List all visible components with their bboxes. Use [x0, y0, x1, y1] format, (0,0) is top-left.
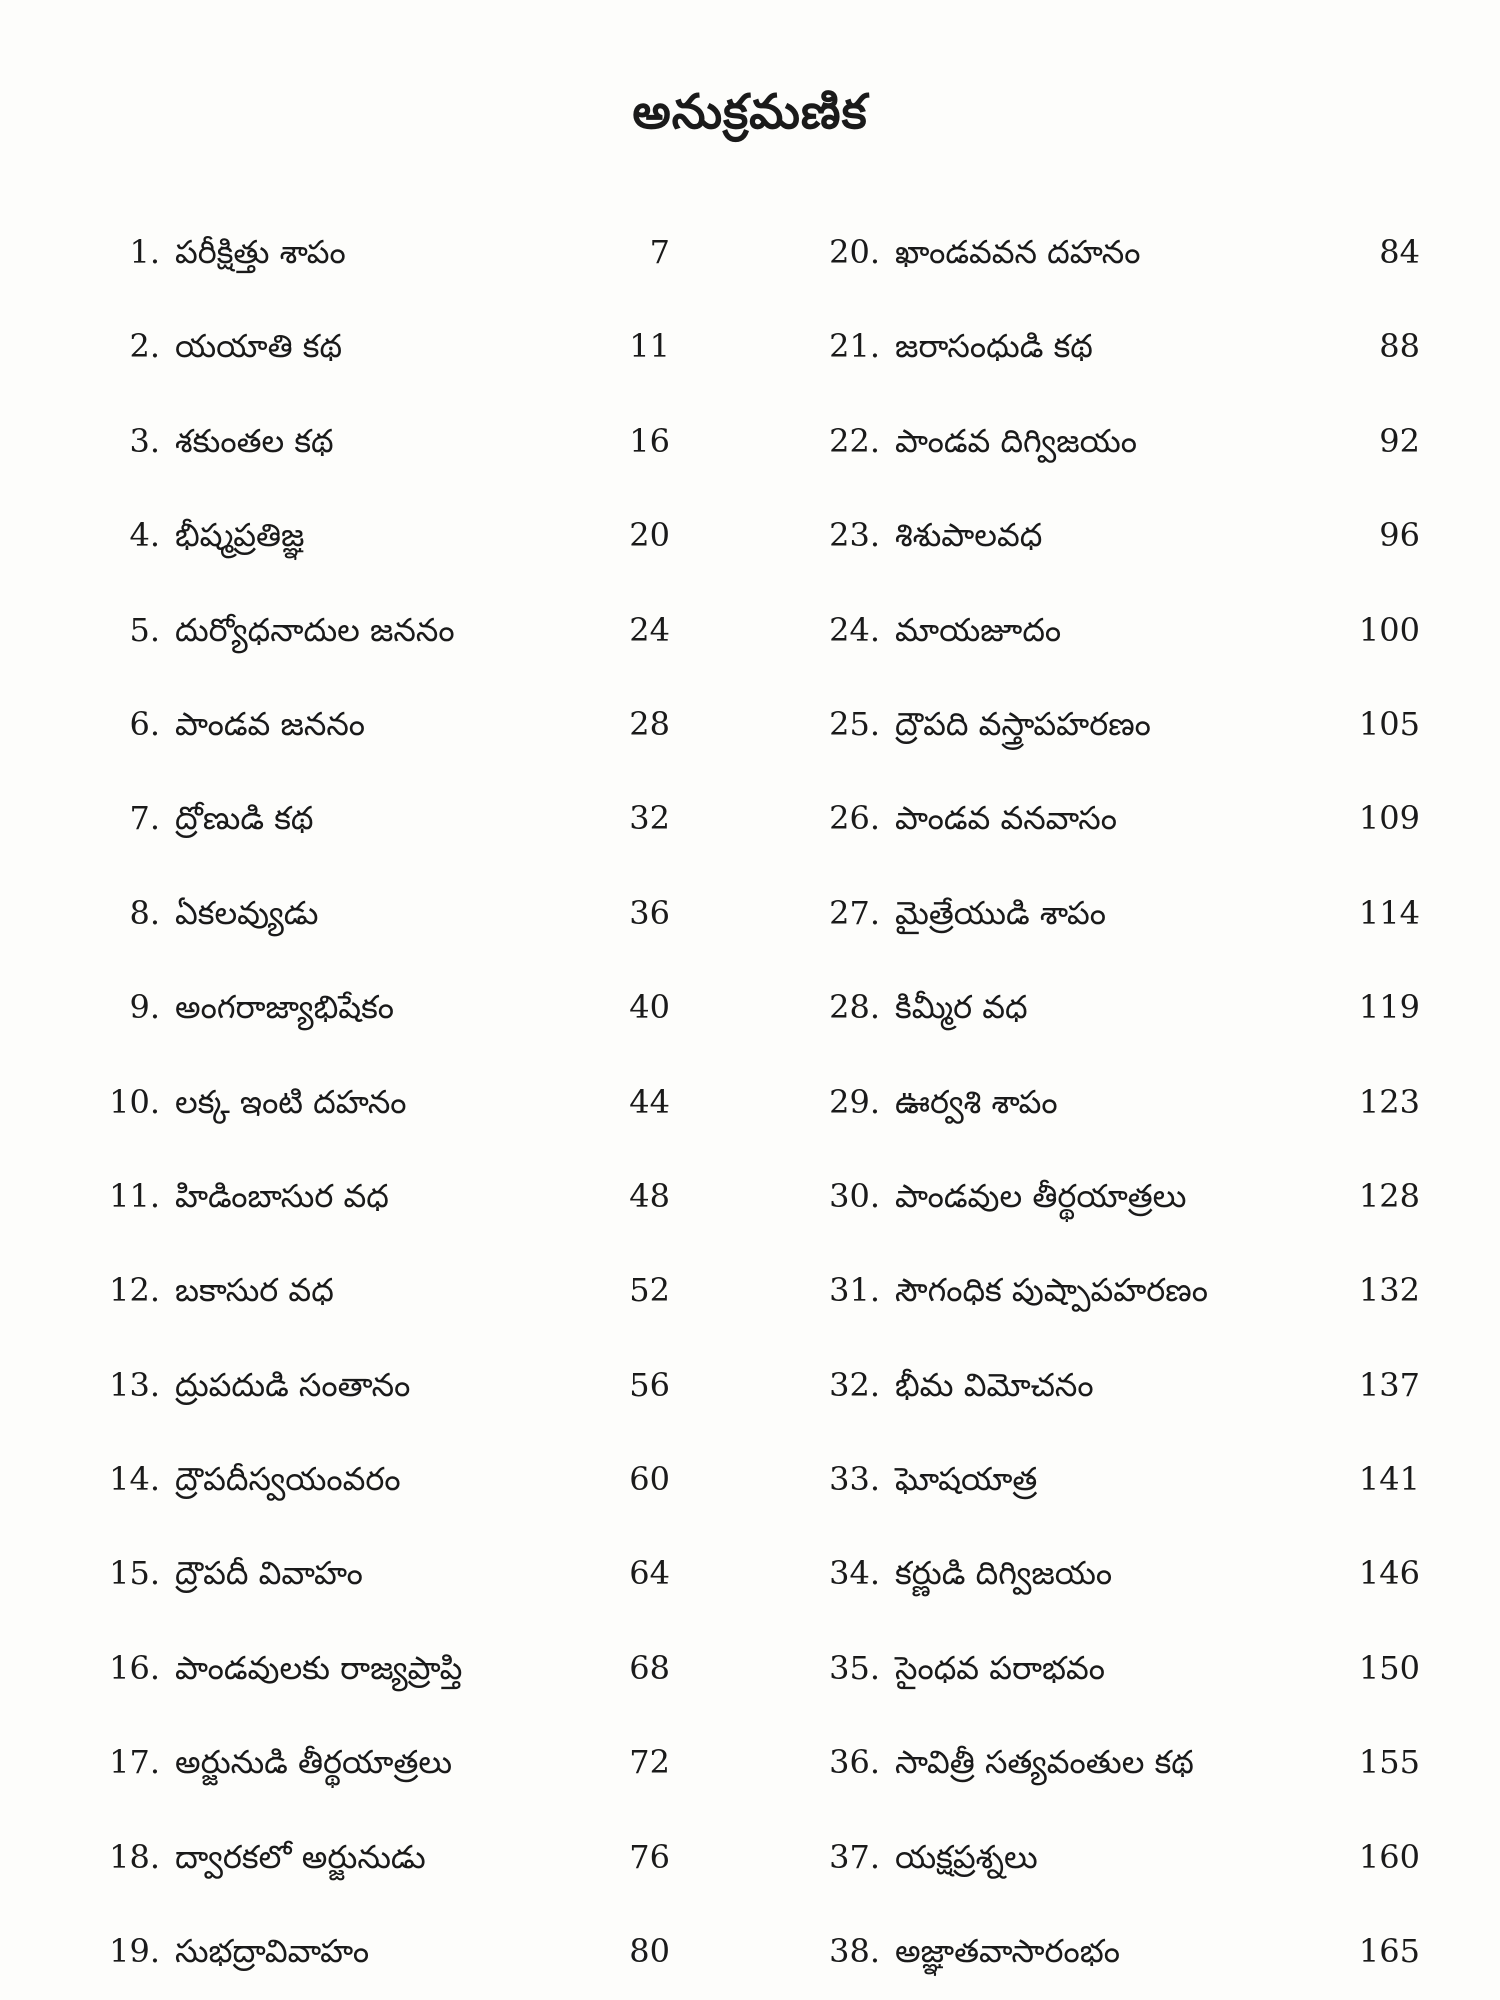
toc-entry	[800, 1055, 1450, 1149]
toc-entry	[80, 1715, 730, 1809]
entry-page-number: 72	[629, 1743, 670, 1782]
toc-entry	[80, 205, 730, 299]
toc-entry	[800, 866, 1450, 960]
entry-page-number: 16	[629, 421, 670, 460]
toc-entry	[80, 1621, 730, 1715]
entry-page-number: 141	[1358, 1460, 1420, 1499]
entry-page-number: 114	[1358, 893, 1420, 932]
toc-entry	[80, 583, 730, 677]
entry-number: 3.	[129, 421, 160, 460]
toc-entry	[80, 1243, 730, 1337]
entry-title: పాండవులకు రాజ్యప్రాప్తి	[175, 1648, 463, 1687]
entry-number: 38.	[829, 1932, 880, 1971]
toc-entry	[800, 771, 1450, 865]
entry-number: 14.	[109, 1460, 160, 1499]
entry-title: ద్వారకలో అర్జునుడు	[175, 1837, 426, 1876]
entry-title: పాండవ దిగ్విజయం	[895, 421, 1137, 460]
toc-entry	[800, 1904, 1450, 1998]
entry-page-number: 88	[1379, 327, 1420, 366]
toc-entry	[80, 677, 730, 771]
entry-page-number: 24	[629, 610, 670, 649]
entry-page-number: 11	[629, 327, 670, 366]
entry-page-number: 20	[629, 516, 670, 555]
entry-number: 21.	[829, 327, 880, 366]
entry-title: ద్రౌపది వస్త్రాపహరణం	[895, 704, 1151, 743]
entry-title: పాండవ జననం	[175, 704, 366, 743]
toc-entry	[80, 488, 730, 582]
entry-number: 7.	[129, 799, 160, 838]
entry-number: 6.	[129, 704, 160, 743]
entry-title: ద్రోణుడి కథ	[175, 799, 314, 838]
toc-entry	[800, 1621, 1450, 1715]
toc-column-right	[800, 205, 1450, 1998]
entry-page-number: 128	[1358, 1176, 1420, 1215]
entry-page-number: 105	[1358, 704, 1420, 743]
toc-entry	[800, 205, 1450, 299]
entry-page-number: 7	[649, 233, 670, 271]
entry-title: అంగరాజ్యాభిషేకం	[175, 988, 395, 1027]
entry-page-number: 92	[1379, 421, 1420, 460]
entry-number: 34.	[829, 1554, 880, 1593]
entry-title: ద్రౌపదీస్వయంవరం	[175, 1460, 401, 1499]
toc-entry	[80, 1810, 730, 1904]
entry-title: కర్ణుడి దిగ్విజయం	[895, 1554, 1113, 1593]
toc-entry	[800, 1526, 1450, 1620]
entry-number: 30.	[829, 1176, 880, 1215]
entry-page-number: 40	[629, 988, 670, 1027]
entry-number: 22.	[829, 421, 880, 460]
entry-number: 18.	[109, 1837, 160, 1876]
entry-title: జరాసంధుడి కథ	[895, 327, 1093, 366]
toc-entry	[800, 1715, 1450, 1809]
entry-number: 23.	[829, 516, 880, 555]
entry-number: 37.	[829, 1837, 880, 1876]
entry-title: కిమ్మీర వధ	[895, 988, 1028, 1027]
toc-entry	[80, 1055, 730, 1149]
entry-page-number: 137	[1358, 1365, 1420, 1404]
entry-page-number: 96	[1379, 516, 1420, 555]
entry-page-number: 123	[1358, 1082, 1420, 1121]
entry-number: 11.	[109, 1176, 160, 1215]
entry-title: సౌగంధిక పుష్పాపహరణం	[895, 1271, 1208, 1310]
toc-column-left	[80, 205, 730, 1998]
toc-entry	[80, 1904, 730, 1998]
toc-entry	[800, 960, 1450, 1054]
entry-title: మైత్రేయుడి శాపం	[895, 893, 1107, 932]
entry-number: 24.	[829, 610, 880, 649]
toc-entry	[800, 1432, 1450, 1526]
entry-number: 19.	[109, 1932, 160, 1971]
entry-title: యయాతి కథ	[175, 327, 343, 366]
entry-number: 32.	[829, 1365, 880, 1404]
toc-entry	[80, 960, 730, 1054]
entry-title: సుభద్రావివాహం	[175, 1932, 370, 1971]
entry-title: భీమ విమోచనం	[895, 1365, 1094, 1404]
entry-title: ద్రౌపదీ వివాహం	[175, 1554, 363, 1593]
entry-number: 9.	[129, 988, 160, 1027]
entry-page-number: 32	[629, 799, 670, 838]
toc-entry	[80, 1338, 730, 1432]
entry-number: 15.	[109, 1554, 160, 1593]
entry-page-number: 28	[629, 704, 670, 743]
entry-title: మాయజూదం	[895, 610, 1062, 649]
entry-title: ఖాండవవన దహనం	[895, 233, 1141, 271]
toc-entry	[80, 771, 730, 865]
entry-title: బకాసుర వధ	[175, 1271, 334, 1310]
entry-number: 33.	[829, 1460, 880, 1499]
entry-number: 35.	[829, 1648, 880, 1687]
entry-title: యక్షప్రశ్నలు	[895, 1837, 1038, 1876]
entry-page-number: 36	[629, 893, 670, 932]
toc-entry	[800, 1810, 1450, 1904]
toc-entry	[80, 1432, 730, 1526]
entry-title: శకుంతల కథ	[175, 421, 334, 460]
entry-number: 2.	[129, 327, 160, 366]
entry-page-number: 48	[629, 1176, 670, 1215]
entry-number: 5.	[129, 610, 160, 649]
entry-title: అజ్ఞాతవాసారంభం	[895, 1932, 1120, 1971]
entry-number: 28.	[829, 988, 880, 1027]
entry-number: 27.	[829, 893, 880, 932]
entry-number: 29.	[829, 1082, 880, 1121]
toc-entry	[800, 583, 1450, 677]
entry-page-number: 76	[629, 1837, 670, 1876]
entry-page-number: 132	[1358, 1271, 1420, 1310]
toc-entry	[800, 1338, 1450, 1432]
toc-entry	[80, 1149, 730, 1243]
entry-title: సావిత్రీ సత్యవంతుల కథ	[895, 1743, 1194, 1782]
entry-page-number: 160	[1358, 1837, 1420, 1876]
entry-page-number: 64	[629, 1554, 670, 1593]
entry-page-number: 80	[629, 1932, 670, 1971]
entry-number: 12.	[109, 1271, 160, 1310]
entry-page-number: 109	[1358, 799, 1420, 838]
entry-number: 31.	[829, 1271, 880, 1310]
entry-page-number: 150	[1358, 1648, 1420, 1687]
entry-page-number: 60	[629, 1460, 670, 1499]
entry-title: ఊర్వశి శాపం	[895, 1082, 1058, 1121]
entry-title: లక్క ఇంటి దహనం	[175, 1082, 407, 1121]
entry-number: 20.	[829, 233, 880, 271]
toc-entry	[800, 299, 1450, 393]
entry-page-number: 119	[1358, 988, 1420, 1027]
entry-title: అర్జునుడి తీర్థయాత్రలు	[175, 1743, 453, 1782]
entry-title: దుర్యోధనాదుల జననం	[175, 610, 455, 649]
entry-number: 10.	[109, 1082, 160, 1121]
entry-title: ఘోషయాత్ర	[895, 1460, 1038, 1499]
entry-number: 17.	[109, 1743, 160, 1782]
toc-entry	[800, 1243, 1450, 1337]
entry-number: 25.	[829, 704, 880, 743]
entry-title: పాండవ వనవాసం	[895, 799, 1117, 838]
entry-page-number: 52	[629, 1271, 670, 1310]
entry-page-number: 165	[1358, 1932, 1420, 1971]
toc-entry	[800, 1149, 1450, 1243]
toc-entry	[80, 394, 730, 488]
entry-title: సైంధవ పరాభవం	[895, 1648, 1105, 1687]
entry-title: ద్రుపదుడి సంతానం	[175, 1365, 411, 1404]
entry-page-number: 100	[1358, 610, 1420, 649]
entry-number: 13.	[109, 1365, 160, 1404]
entry-page-number: 44	[629, 1082, 670, 1121]
entry-number: 36.	[829, 1743, 880, 1782]
entry-page-number: 68	[629, 1648, 670, 1687]
entry-number: 8.	[129, 893, 160, 932]
toc-entry	[80, 299, 730, 393]
entry-title: హిడింబాసుర వధ	[175, 1176, 389, 1215]
entry-title: భీష్మప్రతిజ్ఞ	[175, 516, 305, 555]
entry-page-number: 84	[1379, 233, 1420, 271]
toc-entry	[800, 394, 1450, 488]
entry-title: ఏకలవ్యుడు	[175, 893, 319, 932]
entry-title: పాండవుల తీర్థయాత్రలు	[895, 1176, 1187, 1215]
page-title: అనుక్రమణిక	[632, 84, 868, 141]
entry-number: 1.	[129, 233, 160, 271]
toc-entry	[80, 866, 730, 960]
entry-page-number: 155	[1358, 1743, 1420, 1782]
entry-title: శిశుపాలవధ	[895, 516, 1043, 555]
entry-page-number: 146	[1358, 1554, 1420, 1593]
toc-entry	[80, 1526, 730, 1620]
entry-number: 16.	[109, 1648, 160, 1687]
entry-title: పరీక్షిత్తు శాపం	[175, 233, 346, 271]
entry-page-number: 56	[629, 1365, 670, 1404]
entry-number: 26.	[829, 799, 880, 838]
toc-entry	[800, 488, 1450, 582]
entry-number: 4.	[129, 516, 160, 555]
toc-entry	[800, 677, 1450, 771]
